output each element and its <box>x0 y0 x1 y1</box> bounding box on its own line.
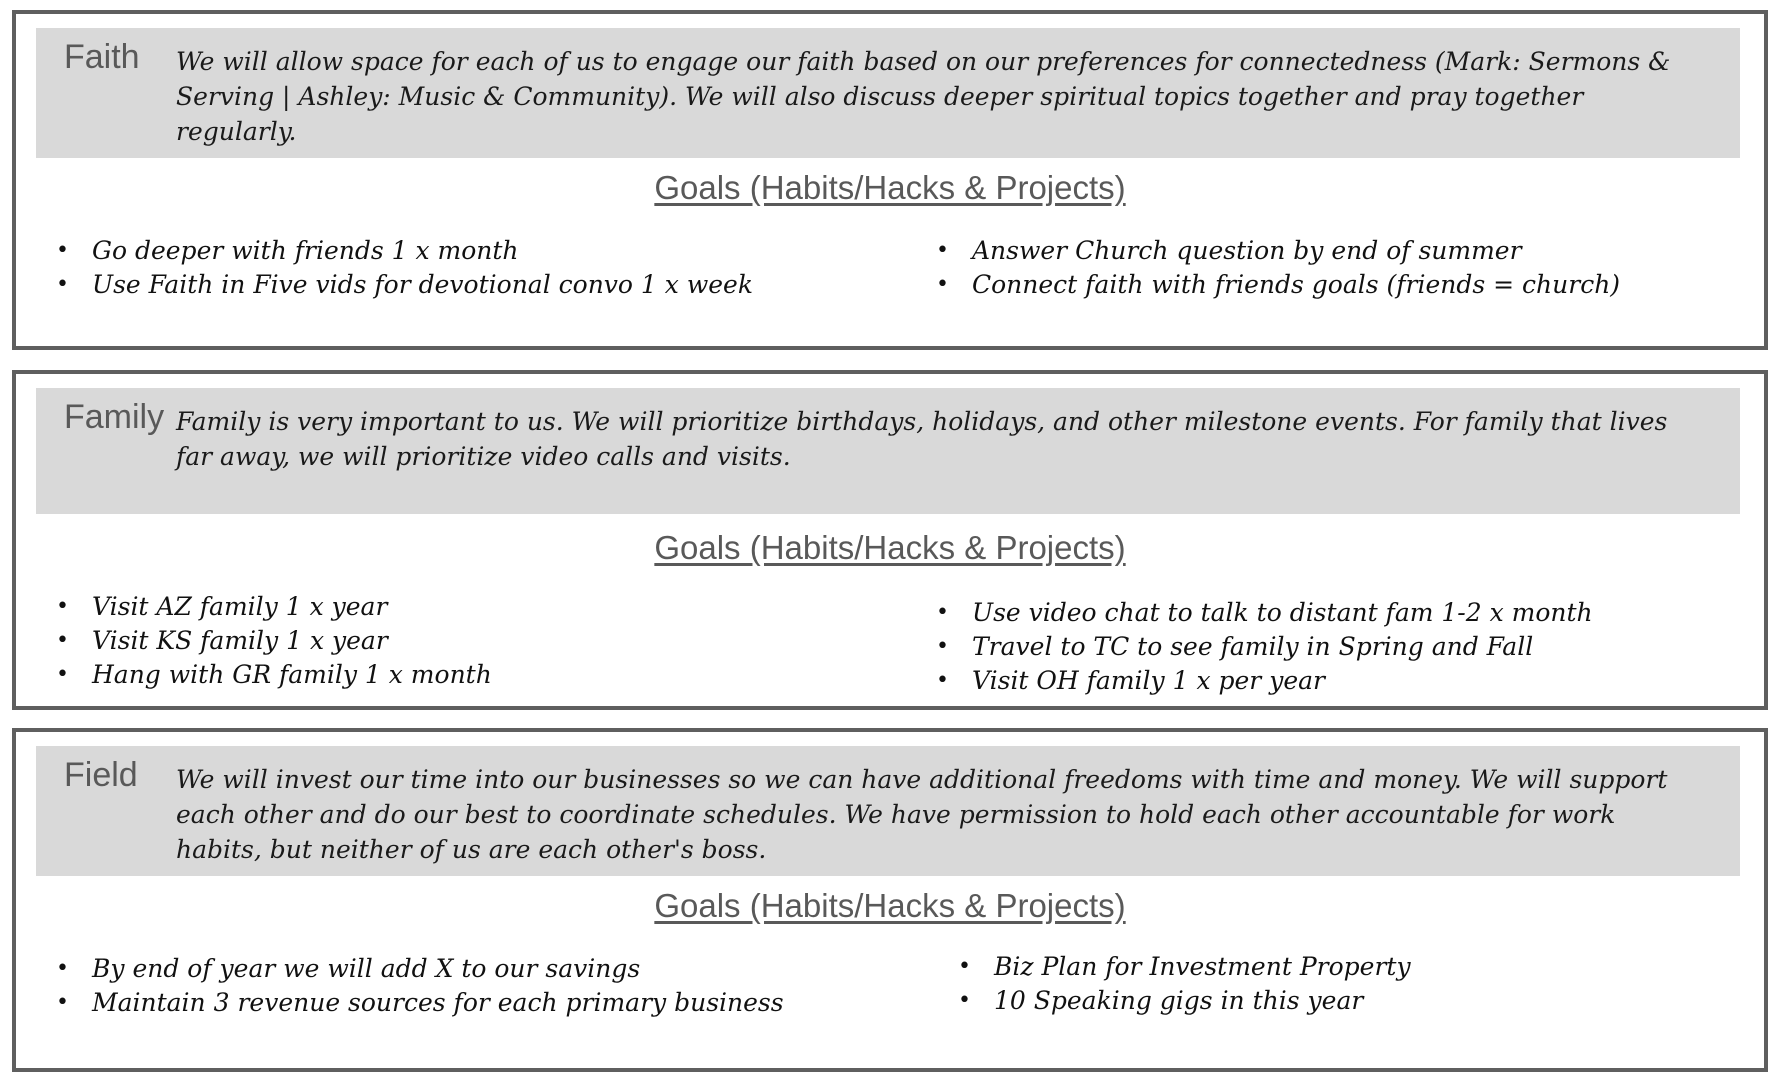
right-goals-list <box>956 950 1411 1018</box>
family-banner <box>36 388 1740 514</box>
goal-text: Use Faith in Five vids for devotional convo 1 x week <box>92 270 753 299</box>
section-label: Field <box>64 756 138 794</box>
goal-item <box>956 950 1411 984</box>
section-statement: Family is very important to us. We will prioritize birthdays, holidays, and other milestone events. For family that lives far away, we will prioritize video calls and visits. <box>176 407 1668 471</box>
bullet-icon: • <box>56 594 69 619</box>
goal-text: Visit AZ family 1 x year <box>92 592 388 621</box>
goal-text: Answer Church question by end of summer <box>972 236 1522 265</box>
goal-item <box>54 590 492 624</box>
goal-item <box>54 986 784 1020</box>
family-section <box>12 370 1768 710</box>
bullet-icon: • <box>56 990 69 1015</box>
goal-item <box>934 268 1620 302</box>
goal-text: Travel to TC to see family in Spring and Fall <box>972 632 1534 661</box>
goals-heading: Goals (Habits/Hacks & Projects) <box>654 887 1126 924</box>
goal-item <box>934 630 1593 664</box>
bullet-icon: • <box>56 272 69 297</box>
section-statement: We will allow space for each of us to engage our faith based on our preferences for connectedness (Mark: Sermons & Serving | Ashley: Music & Community). We will also discuss deeper spiritual topics together and pray together regularly. <box>176 47 1671 146</box>
goal-text: Biz Plan for Investment Property <box>994 952 1411 981</box>
right-goals-list <box>934 234 1620 302</box>
faith-section <box>12 10 1768 350</box>
section-label: Family <box>64 398 165 436</box>
goals-heading: Goals (Habits/Hacks & Projects) <box>654 169 1126 206</box>
goal-text: Hang with GR family 1 x month <box>92 660 492 689</box>
bullet-icon: • <box>56 956 69 981</box>
bullet-icon: • <box>958 988 971 1013</box>
bullet-icon: • <box>936 668 949 693</box>
left-goals-list <box>54 234 753 302</box>
bullet-icon: • <box>56 628 69 653</box>
bullet-icon: • <box>936 238 949 263</box>
goal-text: Visit KS family 1 x year <box>92 626 388 655</box>
bullet-icon: • <box>958 954 971 979</box>
field-banner <box>36 746 1740 876</box>
faith-banner <box>36 28 1740 158</box>
bullet-icon: • <box>936 634 949 659</box>
bullet-icon: • <box>56 238 69 263</box>
goal-text: 10 Speaking gigs in this year <box>994 986 1364 1015</box>
bullet-icon: • <box>936 272 949 297</box>
goal-item <box>934 596 1593 630</box>
goal-text: By end of year we will add X to our savings <box>92 954 641 983</box>
left-goals-list <box>54 590 492 692</box>
goal-item <box>54 624 492 658</box>
goal-item <box>54 952 784 986</box>
goal-item <box>934 234 1620 268</box>
goal-item <box>54 658 492 692</box>
field-section <box>12 728 1768 1072</box>
goals-heading: Goals (Habits/Hacks & Projects) <box>654 529 1126 566</box>
goal-text: Maintain 3 revenue sources for each primary business <box>92 988 784 1017</box>
goal-item <box>54 268 753 302</box>
goal-text: Use video chat to talk to distant fam 1-2 x month <box>972 598 1593 627</box>
goal-item <box>934 664 1593 698</box>
section-statement: We will invest our time into our businesses so we can have additional freedoms with time and money. We will support each other and do our best to coordinate schedules. We have permission to hold each other accountable for work habits, but neither of us are each other's boss. <box>176 765 1668 864</box>
goal-text: Go deeper with friends 1 x month <box>92 236 519 265</box>
goal-text: Visit OH family 1 x per year <box>972 666 1325 695</box>
right-goals-list <box>934 596 1593 698</box>
left-goals-list <box>54 952 784 1020</box>
goal-text: Connect faith with friends goals (friends = church) <box>972 270 1621 299</box>
section-label: Faith <box>64 38 140 76</box>
bullet-icon: • <box>936 600 949 625</box>
goal-item <box>956 984 1411 1018</box>
goal-item <box>54 234 753 268</box>
bullet-icon: • <box>56 662 69 687</box>
